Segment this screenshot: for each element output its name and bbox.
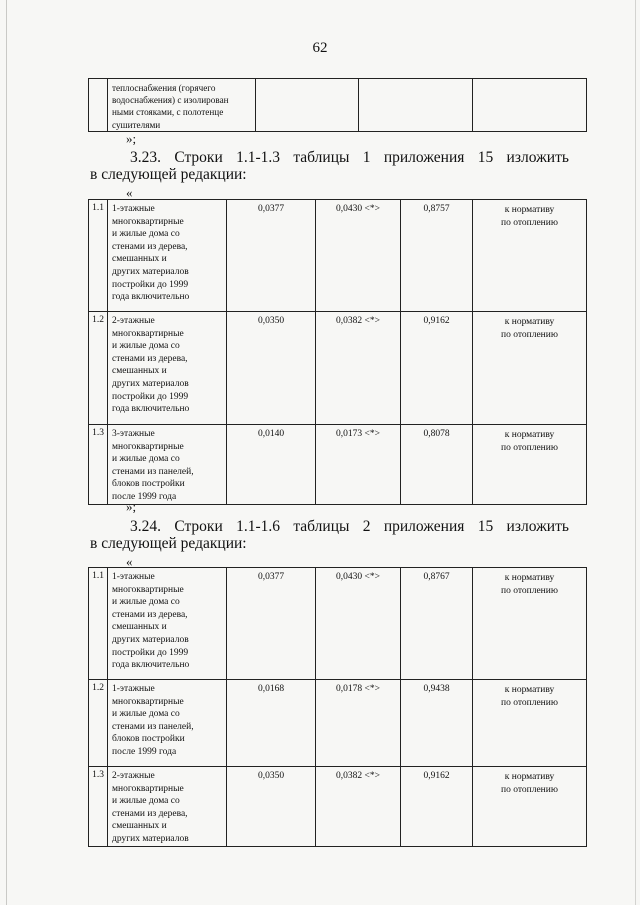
- note-line: к нормативу: [504, 772, 555, 782]
- value-cell-2: 0,0173 <*>: [316, 425, 401, 505]
- value-cell-1: 0,0140: [227, 425, 316, 505]
- table-row: [89, 767, 587, 847]
- heading-word: приложения: [383, 149, 465, 166]
- fragment-description-line: теплоснабжения (горячего: [112, 83, 216, 93]
- description-line: многоквартирные: [112, 584, 184, 595]
- opening-quote: «: [126, 185, 133, 200]
- opening-quote: «: [126, 554, 133, 569]
- closing-quote: »;: [126, 131, 137, 146]
- value-cell-2: 0,0178 <*>: [316, 680, 401, 767]
- description-line: и жилые дома со: [112, 229, 180, 240]
- value-cell-1: 0,0350: [227, 312, 316, 425]
- heading-word: приложения: [383, 518, 465, 535]
- row-number: 1.2: [89, 312, 108, 425]
- fragment-empty-cell: [473, 79, 587, 132]
- value-cell-2: 0,0430 <*>: [316, 200, 401, 312]
- description-line: стенами из дерева,: [112, 241, 188, 252]
- description-line: 2-этажные: [112, 771, 155, 781]
- note-line: к нормативу: [504, 317, 555, 327]
- description-line: других материалов: [112, 833, 189, 844]
- page-number: 62: [312, 40, 328, 56]
- value-cell-3: 0,8078: [401, 425, 473, 505]
- heading-word: изложить: [506, 149, 569, 166]
- fragment-description-line: водоснабжения) с изолирован: [112, 95, 229, 106]
- note-line: по отоплению: [501, 329, 558, 340]
- heading-word: 1.1-1.6: [236, 518, 281, 535]
- heading-word: 3.24.: [130, 518, 161, 535]
- value-cell-3: 0,8757: [401, 200, 473, 312]
- description-line: смешанных и: [112, 366, 167, 377]
- table-row: [89, 425, 587, 505]
- note-line: к нормативу: [504, 430, 555, 440]
- table-row: [89, 312, 587, 425]
- description-line: стенами из дерева,: [112, 609, 188, 620]
- heading-word: 3.23.: [130, 149, 161, 166]
- row-number: 1.3: [89, 767, 108, 847]
- row-description: [108, 312, 227, 425]
- section-323-heading-line2: в следующей редакции:: [90, 166, 247, 183]
- value-cell-1: 0,0377: [227, 568, 316, 680]
- description-line: 3-этажные: [112, 429, 155, 439]
- value-cell-3: 0,9438: [401, 680, 473, 767]
- section-323-heading: [130, 149, 569, 167]
- description-line: многоквартирные: [112, 216, 184, 227]
- heading-word: Строки: [174, 518, 223, 535]
- row-description: [108, 425, 227, 505]
- description-line: и жилые дома со: [112, 341, 180, 352]
- description-line: других материалов: [112, 378, 189, 389]
- description-line: 1-этажные: [112, 204, 155, 214]
- description-line: и жилые дома со: [112, 454, 180, 465]
- value-cell-2: 0,0382 <*>: [316, 312, 401, 425]
- description-line: многоквартирные: [112, 696, 184, 707]
- page-edge-right: [635, 0, 636, 905]
- description-line: года включительно: [112, 292, 190, 303]
- value-cell-1: 0,0377: [227, 200, 316, 312]
- table-row: [89, 680, 587, 767]
- note-line: к нормативу: [504, 573, 555, 583]
- section-324-table: [88, 567, 587, 847]
- description-line: стенами из дерева,: [112, 808, 188, 819]
- closing-quote: »;: [126, 499, 137, 514]
- row-number: 1.1: [89, 568, 108, 680]
- description-line: блоков постройки: [112, 734, 185, 745]
- description-line: смешанных и: [112, 254, 167, 265]
- description-line: многоквартирные: [112, 783, 184, 794]
- value-cell-3: 0,9162: [401, 767, 473, 847]
- note-cell: [473, 312, 587, 425]
- heading-word: Строки: [174, 149, 223, 166]
- page-edge-left: [6, 0, 7, 905]
- section-324-heading-line2: в следующей редакции:: [90, 535, 247, 552]
- description-line: года включительно: [112, 660, 190, 671]
- value-cell-1: 0,0350: [227, 767, 316, 847]
- value-cell-2: 0,0430 <*>: [316, 568, 401, 680]
- note-cell: [473, 425, 587, 505]
- heading-word: 15: [477, 518, 494, 535]
- note-line: по отоплению: [501, 784, 558, 795]
- fragment-empty-cell: [256, 79, 359, 132]
- fragment-num-cell: [89, 79, 108, 132]
- table-row: [89, 568, 587, 680]
- heading-word: изложить: [506, 518, 569, 535]
- heading-word: 15: [477, 149, 494, 166]
- description-line: смешанных и: [112, 622, 167, 633]
- row-description: [108, 680, 227, 767]
- note-cell: [473, 767, 587, 847]
- description-line: после 1999 года: [112, 491, 177, 502]
- note-line: по отоплению: [501, 697, 558, 708]
- description-line: и жилые дома со: [112, 709, 180, 720]
- value-cell-1: 0,0168: [227, 680, 316, 767]
- table-row: [89, 200, 587, 312]
- row-number: 1.3: [89, 425, 108, 505]
- row-number: 1.2: [89, 680, 108, 767]
- description-line: многоквартирные: [112, 328, 184, 339]
- description-line: 1-этажные: [112, 572, 155, 582]
- section-324-heading: [130, 518, 569, 536]
- top-fragment-table: [88, 78, 587, 132]
- note-cell: [473, 568, 587, 680]
- value-cell-3: 0,8767: [401, 568, 473, 680]
- description-line: постройки до 1999: [112, 647, 189, 658]
- heading-word: таблицы: [293, 149, 350, 166]
- heading-word: 1: [362, 149, 371, 166]
- value-cell-2: 0,0382 <*>: [316, 767, 401, 847]
- heading-word: таблицы: [293, 518, 350, 535]
- fragment-description-cell: [108, 79, 256, 132]
- description-line: других материалов: [112, 266, 189, 277]
- note-line: к нормативу: [504, 685, 555, 695]
- description-line: и жилые дома со: [112, 796, 180, 807]
- description-line: 2-этажные: [112, 316, 155, 326]
- description-line: года включительно: [112, 404, 190, 415]
- note-cell: [473, 200, 587, 312]
- description-line: постройки до 1999: [112, 279, 189, 290]
- fragment-description-line: ными стояками, с полотенце: [112, 107, 224, 118]
- row-description: [108, 200, 227, 312]
- fragment-description-line: сушителями: [112, 119, 161, 130]
- row-number: 1.1: [89, 200, 108, 312]
- description-line: и жилые дома со: [112, 597, 180, 608]
- description-line: многоквартирные: [112, 441, 184, 452]
- description-line: блоков постройки: [112, 479, 185, 490]
- section-323-table: [88, 199, 587, 505]
- description-line: стенами из дерева,: [112, 353, 188, 364]
- description-line: стенами из панелей,: [112, 466, 194, 477]
- note-cell: [473, 680, 587, 767]
- description-line: после 1999 года: [112, 746, 177, 757]
- note-line: по отоплению: [501, 217, 558, 228]
- note-line: к нормативу: [504, 205, 555, 215]
- heading-word: 1.1-1.3: [236, 149, 281, 166]
- heading-word: 2: [362, 518, 371, 535]
- description-line: смешанных и: [112, 821, 167, 832]
- description-line: других материалов: [112, 634, 189, 645]
- fragment-empty-cell: [359, 79, 473, 132]
- row-description: [108, 568, 227, 680]
- value-cell-3: 0,9162: [401, 312, 473, 425]
- note-line: по отоплению: [501, 442, 558, 453]
- description-line: 1-этажные: [112, 684, 155, 694]
- row-description: [108, 767, 227, 847]
- note-line: по отоплению: [501, 585, 558, 596]
- description-line: стенами из панелей,: [112, 721, 194, 732]
- description-line: постройки до 1999: [112, 391, 189, 402]
